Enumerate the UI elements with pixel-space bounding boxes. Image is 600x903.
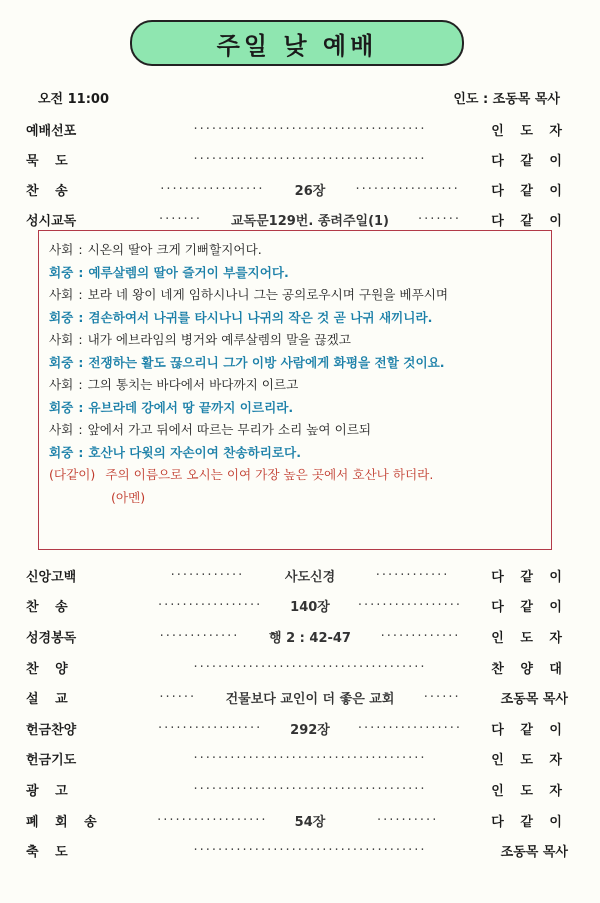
order-content-text: 건물보다 교인이 더 좋은 교회 (225, 692, 395, 708)
order-dots: ······································ (193, 659, 427, 675)
reading-line: 사회 : 앞에서 가고 뒤에서 따르는 무리가 소리 높여 이르되 (49, 419, 541, 442)
reading-speaker: 사회 (49, 332, 74, 347)
service-leader: 인도 : 조동목 목사 (453, 92, 560, 107)
order-label: 찬 송 (26, 600, 74, 616)
order-content: ·················· 54장 ·········· (157, 812, 439, 830)
order-content-text: 행 2 : 42-47 (269, 630, 351, 646)
order-dots: ······································ (193, 843, 427, 859)
order-person: 다 같 이 (491, 153, 568, 169)
order-row (26, 560, 568, 591)
order-of-worship-bottom (26, 560, 568, 866)
reading-speaker: 회중 (49, 309, 74, 325)
reading-text: 예루살렘의 딸아 즐거이 부를지어다. (88, 264, 289, 280)
reading-line: 사회 : 시온의 딸아 크게 기뻐할지어다. (49, 239, 541, 262)
reading-speaker: 회중 (49, 444, 74, 460)
order-row (26, 805, 568, 836)
order-person: 다 같 이 (491, 722, 568, 738)
order-content-text: 54장 (294, 814, 326, 830)
reading-speaker: 회중 (49, 264, 74, 280)
reading-text: 겸손하여서 나귀를 타시나니 나귀의 작은 것 곧 나귀 새끼니라. (88, 309, 433, 325)
order-label: 광 고 (26, 783, 74, 799)
order-label: 폐 회 송 (26, 814, 103, 830)
order-dots: ······································ (193, 121, 427, 137)
reading-speaker: 사회 (49, 242, 74, 257)
order-label: 찬 양 (26, 661, 74, 677)
page-title: 주일 낮 예배 (130, 20, 464, 66)
reading-text: 전쟁하는 활도 끊으리니 그가 이방 사람에게 화평을 전할 것이요. (88, 354, 445, 370)
order-dots: ······································ (193, 751, 427, 767)
order-label: 설 교 (26, 692, 74, 708)
reading-line: 회중 : 예루살렘의 딸아 즐거이 부를지어다. (49, 262, 541, 285)
order-content-text: 140장 (290, 600, 330, 616)
reading-text: 시온의 딸아 크게 기뻐할지어다. (87, 242, 262, 257)
order-dots: ······································ (193, 781, 427, 797)
order-content: ······· 교독문129번. 종려주일(1) ······· (159, 211, 461, 229)
order-person: 인 도 자 (491, 783, 568, 799)
order-row (26, 621, 568, 652)
reading-line (49, 464, 541, 487)
reading-speaker: 사회 (49, 377, 74, 392)
order-person: 다 같 이 (491, 183, 568, 199)
order-label: 헌금기도 (26, 753, 77, 769)
order-label: 예배선포 (26, 123, 77, 139)
reading-line: 사회 : 내가 에브라임의 병거와 예루살렘의 말을 끊겠고 (49, 329, 541, 352)
order-person: 다 같 이 (491, 213, 568, 229)
order-row (26, 591, 568, 622)
order-row (26, 774, 568, 805)
reading-text: 앞에서 가고 뒤에서 따르는 무리가 소리 높여 이르되 (87, 422, 372, 437)
order-content: ················· 140장 ················· (157, 598, 463, 616)
reading-line: 사회 : 그의 통치는 바다에서 바다까지 이르고 (49, 374, 541, 397)
reading-text: 보라 네 왕이 네게 임하시나니 그는 공의로우시며 구원을 베푸시며 (87, 287, 449, 302)
responsive-reading-box (38, 230, 552, 550)
reading-text: 유브라데 강에서 땅 끝까지 이르리라. (88, 399, 294, 415)
order-of-worship-top (26, 114, 568, 234)
reading-speaker: (다같이) (49, 467, 96, 482)
order-content-text: 교독문129번. 종려주일(1) (231, 213, 389, 229)
order-label: 성시교독 (26, 213, 77, 229)
order-label: 헌금찬양 (26, 722, 77, 738)
order-person: 조동목 목사 (500, 692, 568, 708)
reading-speaker: 회중 (49, 399, 74, 415)
reading-line: 회중 : 겸손하여서 나귀를 타시나니 나귀의 작은 것 곧 나귀 새끼니라. (49, 307, 541, 330)
reading-speaker: 사회 (49, 422, 74, 437)
order-row (26, 682, 568, 713)
order-label: 찬 송 (26, 183, 74, 199)
reading-line: 회중 : 유브라데 강에서 땅 끝까지 이르리라. (49, 397, 541, 420)
order-row (26, 144, 568, 174)
order-content-text: 292장 (290, 722, 330, 738)
order-label: 신앙고백 (26, 569, 77, 585)
order-person: 인 도 자 (491, 630, 568, 646)
order-content: ············ 사도신경 ············ (170, 567, 450, 585)
reading-line: 회중 : 호산나 다윗의 자손이여 찬송하리로다. (49, 442, 541, 465)
order-row (26, 174, 568, 204)
order-row (26, 652, 568, 683)
reading-text: 내가 에브라임의 병거와 예루살렘의 말을 끊겠고 (87, 332, 351, 347)
reading-speaker: 회중 (49, 354, 74, 370)
order-row (26, 744, 568, 775)
order-label: 묵 도 (26, 153, 74, 169)
amen-line: (아멘) (111, 489, 146, 505)
reading-line: 회중 : 전쟁하는 활도 끊으리니 그가 이방 사람에게 화평을 전할 것이요. (49, 352, 541, 375)
order-person: 다 같 이 (491, 600, 568, 616)
order-person: 찬 양 대 (491, 661, 568, 677)
order-content: ············· 행 2 : 42-47 ············· (159, 628, 461, 646)
reading-speaker: 사회 (49, 287, 74, 302)
order-label: 성경봉독 (26, 630, 77, 646)
reading-text: 그의 통치는 바다에서 바다까지 이르고 (87, 377, 299, 392)
service-time: 오전 11:00 (38, 92, 110, 107)
order-label: 축 도 (26, 845, 74, 861)
reading-line: 사회 : 보라 네 왕이 네게 임하시나니 그는 공의로우시며 구원을 베푸시며 (49, 284, 541, 307)
order-person: 인 도 자 (491, 123, 568, 139)
reading-text: 주의 이름으로 오시는 이여 가장 높은 곳에서 호산나 하더라. (105, 467, 434, 482)
order-content-text: 26장 (294, 183, 326, 199)
order-row (26, 713, 568, 744)
order-person: 조동목 목사 (500, 845, 568, 861)
order-content: ················· 292장 ················· (157, 720, 463, 738)
order-row (26, 835, 568, 866)
reading-text: 호산나 다윗의 자손이여 찬송하리로다. (88, 444, 301, 460)
order-dots: ······································ (193, 151, 427, 167)
order-person: 다 같 이 (491, 814, 568, 830)
order-content-text: 사도신경 (284, 569, 336, 585)
order-row (26, 114, 568, 144)
order-content: ················· 26장 ················· (160, 181, 460, 199)
order-content: ······ 건물보다 교인이 더 좋은 교회 ······ (159, 690, 461, 708)
order-person: 다 같 이 (491, 569, 568, 585)
order-person: 인 도 자 (491, 753, 568, 769)
